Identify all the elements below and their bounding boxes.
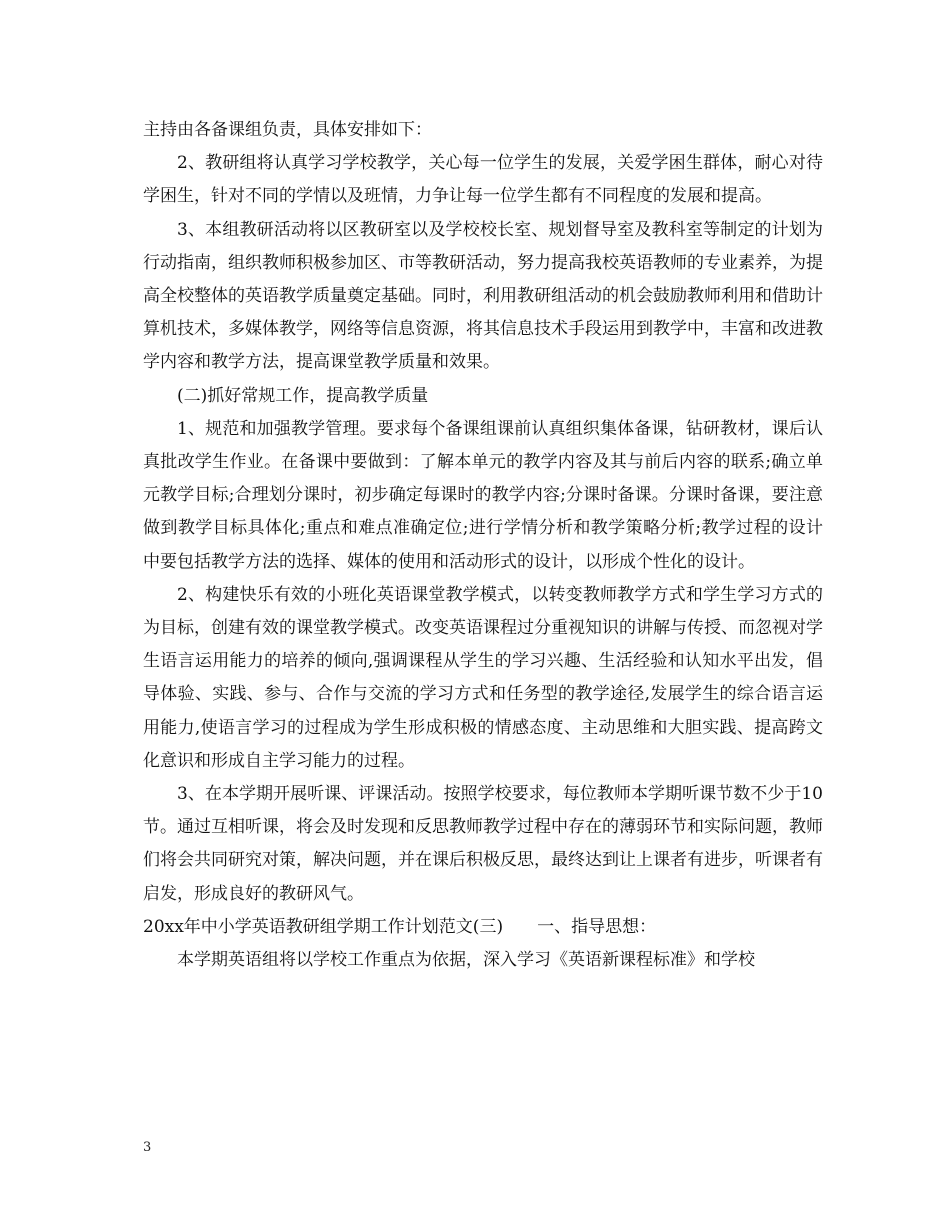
paragraph-item-2: 2、教研组将认真学习学校教学，关心每一位学生的发展，关爱学困生群体，耐心对待学困生，针对不同的学情以及班情，力争让每一位学生都有不同程度的发展和提高。 xyxy=(143,153,823,207)
paragraph-routine-1: 1、规范和加强教学管理。要求每个备课组课前认真组织集体备课，钻研教材，课后认真批改学生作业。在备课中要做到：了解本单元的教学内容及其与前后内容的联系;确立单元教学目标;合理划分课时，初步确定每课时的教学内容;分课时备课。分课时备课，要注意做到教学目标具体化;重点和难点准确定位;进行学情分析和教学策略分析;教学过程的设计中要包括教学方法的选择、媒体的使用和活动形式的设计，以形成个性化的设计。 xyxy=(143,418,823,572)
paragraph-guiding-thought: 本学期英语组将以学校工作重点为依据，深入学习《英语新课程标准》和学校 xyxy=(177,950,755,971)
paragraph-item-3: 3、本组教研活动将以区教研室以及学校校长室、规划督导室及教科室等制定的计划为行动指南，组织教师积极参加区、市等教研活动，努力提高我校英语教师的专业素养，为提高全校整体的英语教学质量奠定基础。同时，利用教研组活动的机会鼓励教师利用和借助计算机技术，多媒体教学，网络等信息资源，将其信息技术手段运用到教学中，丰富和改进教学内容和教学方法，提高课堂教学质量和效果。 xyxy=(143,219,823,373)
paragraph-continuation: 主持由各备课组负责，具体安排如下： xyxy=(143,120,432,140)
section-heading-two: (二)抓好常规工作，提高教学质量 xyxy=(177,385,429,406)
paragraph-routine-3: 3、在本学期开展听课、评课活动。按照学校要求，每位教师本学期听课节数不少于10节。通过互相听课，将会及时发现和反思教师教学过程中存在的薄弱环节和实际问题，教师们将会共同研究对策，解决问题，并在课后积极反思，最终达到让上课者有进步，听课者有启发，形成良好的教研风气。 xyxy=(143,784,823,904)
document-body xyxy=(143,114,823,977)
paragraph-routine-2: 2、构建快乐有效的小班化英语课堂教学模式，以转变教师教学方式和学生学习方式的为目标，创建有效的课堂教学模式。改变英语课程过分重视知识的讲解与传授、而忽视对学生语言运用能力的培养的倾向,强调课程从学生的学习兴趣、生活经验和认知水平出发，倡导体验、实践、参与、合作与交流的学习方式和任务型的教学途径,发展学生的综合语言运用能力,使语言学习的过程成为学生形成积极的情感态度、主动思维和大胆实践、提高跨文化意识和形成自主学习能力的过程。 xyxy=(143,584,823,771)
page-number: 3 xyxy=(143,1140,152,1155)
plan-title-line: 20xx年中小学英语教研组学期工作计划范文(三) 一、指导思想： xyxy=(143,916,657,937)
